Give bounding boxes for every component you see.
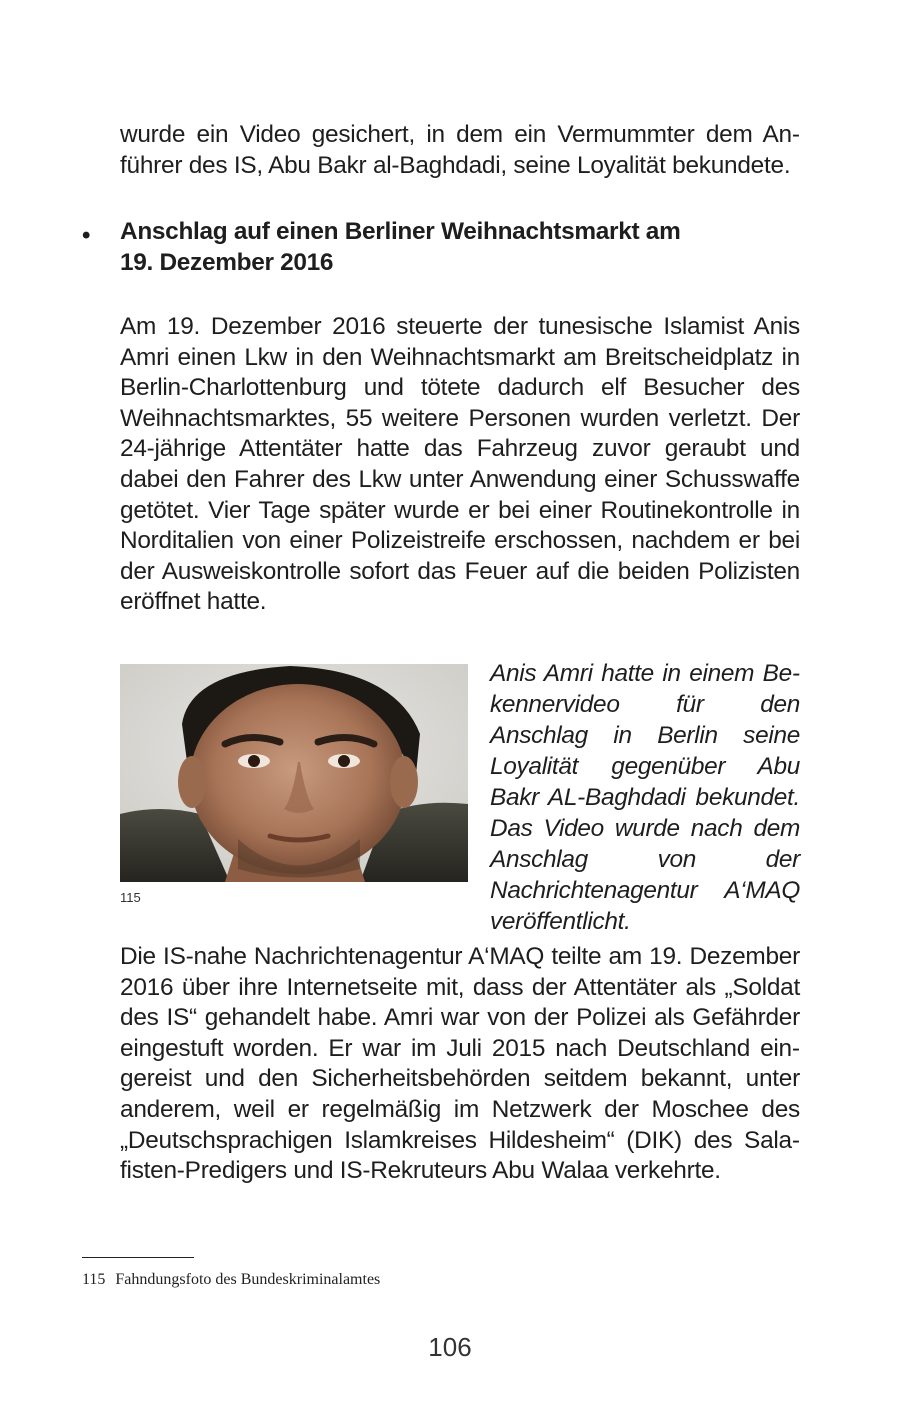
footnote-divider [82, 1257, 194, 1258]
paragraph-main: Am 19. Dezember 2016 steuerte der tunesische Islamist Anis Amri einen Lkw in den Weihnachtsmarkt am Breitscheidplatz in Berlin-Charlottenburg und tötete dadurch elf Besucher des Weihnachtsmarktes, 55 weitere Personen wurden verletzt. Der 24-jährige Attentäter hatte das Fahrzeug zuvor geraubt und dabei den Fahrer des Lkw unter Anwendung einer Schusswaffe getötet. Vier Tage später wurde er bei einer Routinekontrolle in Norditalien von einer Polizeistreife erschossen, nachdem er bei der Ausweiskontrolle sofort das Feuer auf die beiden Polizisten eröffnet hatte. [120, 313, 800, 616]
photo-caption: Anis Amri hatte in einem Bekennervideo für den Anschlag in Berlin seine Loyalität gegenüber Abu Bakr AL-Baghdadi bekundet. Das Video wurde nach dem Anschlag von der Nachrichtenagentur A‘MAQ veröffentlicht. [490, 660, 800, 935]
portrait-photo-image [120, 664, 468, 882]
page-number: 106 [428, 1332, 472, 1362]
bullet-marker: • [82, 222, 91, 249]
footnote [82, 1270, 380, 1290]
section-heading-line-1: Anschlag auf einen Berliner Weihnachtsmarkt am [120, 218, 681, 245]
photo-footnote-number: 115 [120, 890, 141, 905]
portrait-photo [120, 664, 468, 882]
footnote-text: Fahndungsfoto des Bundeskriminalamtes [115, 1271, 381, 1288]
paragraph-top: wurde ein Video gesichert, in dem ein Vermummter dem Anführer des IS, Abu Bakr al-Baghdadi, seine Loyalität bekundete. [120, 121, 800, 179]
footnote-number: 115 [82, 1271, 106, 1288]
paragraph-bottom: Die IS-nahe Nachrichtenagentur A‘MAQ teilte am 19. Dezember 2016 über ihre Internetseite mit, dass der Attentäter als „Soldat des IS“ gehandelt habe. Amri war von der Polizei als Gefährder eingestuft worden. Er war im Juli 2015 nach Deutschland eingereist und den Sicherheitsbehörden seitdem bekannt, unter anderem, weil er regelmäßig im Netzwerk der Moschee des „Deutschsprachigen Islamkreises Hildesheim“ (DIK) des Salafisten-Predigers und IS-Rekruteurs Abu Walaa verkehrte. [120, 943, 800, 1185]
section-heading [120, 216, 800, 278]
section-heading-line-2: 19. Dezember 2016 [120, 249, 334, 276]
